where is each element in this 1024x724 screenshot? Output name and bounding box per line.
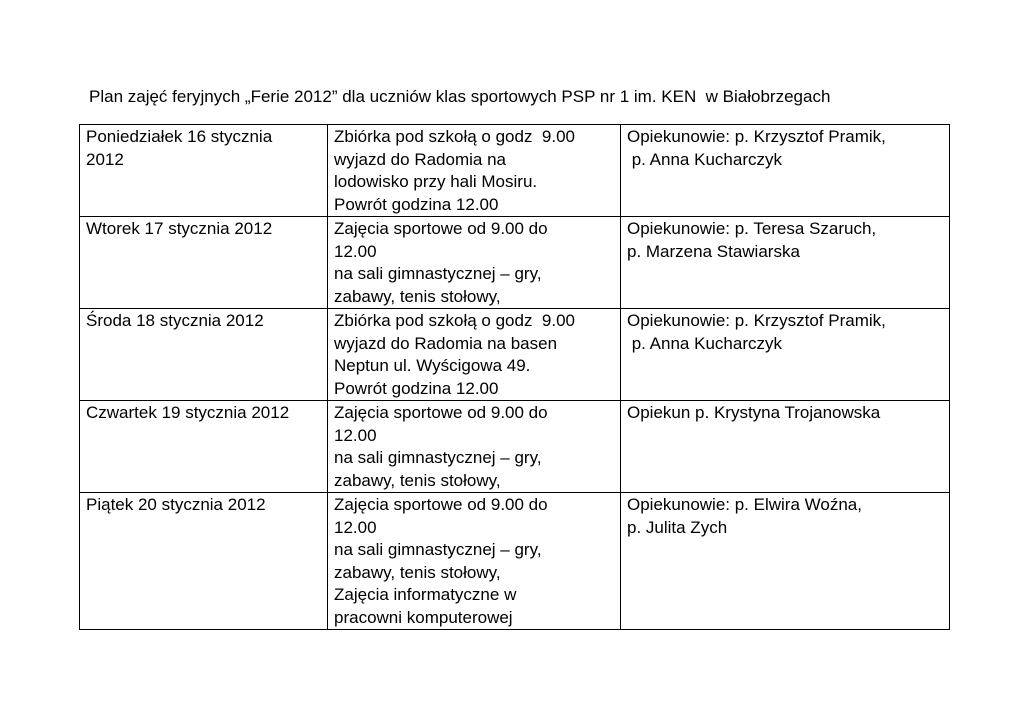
activity-line: zabawy, tenis stołowy,	[334, 562, 501, 582]
supervisors-cell	[621, 401, 950, 493]
activity-line: 12.00	[334, 425, 377, 445]
supervisors-cell	[621, 125, 950, 217]
table-row	[80, 217, 950, 309]
supervisors-line: Opiekunowie: p. Krzysztof Pramik,	[627, 311, 886, 330]
activity-line: Powrót godzina 12.00	[334, 378, 499, 398]
activity-cell	[328, 401, 621, 493]
day-line: Piątek 20 stycznia 2012	[86, 495, 266, 514]
supervisors-line: p. Anna Kucharczyk	[627, 333, 782, 353]
activity-line: zabawy, tenis stołowy,	[334, 286, 501, 306]
activity-line: Neptun ul. Wyścigowa 49.	[334, 356, 531, 375]
day-cell	[80, 493, 328, 630]
activity-line: Zajęcia sportowe od 9.00 do	[334, 495, 548, 514]
activity-cell	[328, 493, 621, 630]
supervisors-cell	[621, 217, 950, 309]
day-cell	[80, 125, 328, 217]
activity-line: Zajęcia sportowe od 9.00 do	[334, 403, 548, 422]
supervisors-line: p. Julita Zych	[627, 517, 728, 537]
table-row	[80, 125, 950, 217]
activity-line: na sali gimnastycznej – gry,	[334, 540, 542, 559]
activity-line: na sali gimnastycznej – gry,	[334, 448, 542, 467]
activity-line: wyjazd do Radomia na basen	[334, 333, 558, 353]
day-cell	[80, 401, 328, 493]
supervisors-line: Opiekunowie: p. Elwira Woźna,	[627, 495, 862, 514]
activity-cell	[328, 217, 621, 309]
activity-line: lodowisko przy hali Mosiru.	[334, 172, 538, 191]
day-cell	[80, 217, 328, 309]
supervisors-line: p. Marzena Stawiarska	[627, 241, 800, 261]
supervisors-cell	[621, 309, 950, 401]
table-row	[80, 401, 950, 493]
table-row	[80, 309, 950, 401]
activity-line: Zajęcia sportowe od 9.00 do	[334, 219, 548, 238]
activity-line: Powrót godzina 12.00	[334, 194, 499, 214]
day-line: Środa 18 stycznia 2012	[86, 311, 264, 330]
day-line: Wtorek 17 stycznia 2012	[86, 219, 273, 238]
supervisors-line: Opiekunowie: p. Krzysztof Pramik,	[627, 127, 886, 146]
activity-line: zabawy, tenis stołowy,	[334, 470, 501, 490]
supervisors-line: Opiekun p. Krystyna Trojanowska	[627, 403, 881, 422]
day-line: Czwartek 19 stycznia 2012	[86, 403, 290, 422]
supervisors-line: Opiekunowie: p. Teresa Szaruch,	[627, 219, 877, 238]
activity-line: Zbiórka pod szkołą o godz 9.00	[334, 127, 575, 146]
activity-line: Zajęcia informatyczne w	[334, 585, 517, 604]
page-title: Plan zajęć feryjnych „Ferie 2012” dla uczniów klas sportowych PSP nr 1 im. KEN w Białobrzegach	[89, 87, 831, 106]
activity-line: Zbiórka pod szkołą o godz 9.00	[334, 311, 575, 330]
activity-cell	[328, 125, 621, 217]
activity-cell	[328, 309, 621, 401]
supervisors-cell	[621, 493, 950, 630]
activity-line: 12.00	[334, 241, 377, 261]
day-line: Poniedziałek 16 stycznia	[86, 127, 273, 146]
supervisors-line: p. Anna Kucharczyk	[627, 149, 782, 169]
activity-line: wyjazd do Radomia na	[334, 149, 506, 169]
day-line: 2012	[86, 149, 124, 169]
schedule-table	[79, 124, 950, 630]
table-row	[80, 493, 950, 630]
activity-line: pracowni komputerowej	[334, 607, 513, 627]
activity-line: na sali gimnastycznej – gry,	[334, 264, 542, 283]
activity-line: 12.00	[334, 517, 377, 537]
day-cell	[80, 309, 328, 401]
